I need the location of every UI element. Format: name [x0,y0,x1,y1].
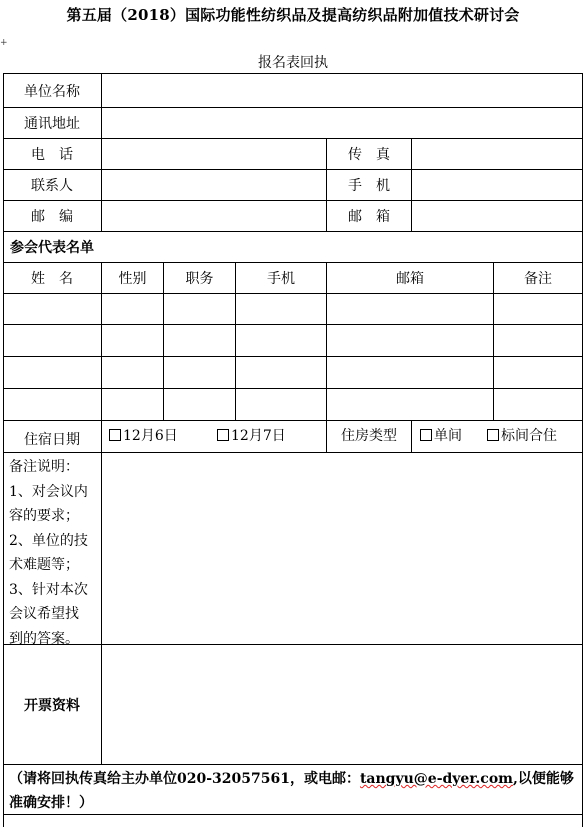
phone-field[interactable] [102,139,326,169]
notes-line: 会议希望找 [9,606,79,622]
date-option-dec6[interactable] [109,421,209,449]
document-title: 第五届（2018）国际功能性纺织品及提高纺织品附加值技术研讨会 [66,6,520,24]
date-option-dec7[interactable] [217,421,317,449]
representatives-heading: 参会代表名单 [10,240,94,256]
checkbox-icon [217,429,229,441]
col-header-email: 邮箱 [396,271,424,287]
unit-name-field[interactable] [102,74,582,107]
fax-label: 传 真 [348,147,390,163]
invoice-field[interactable] [102,645,582,764]
contact-label: 联系人 [31,178,73,194]
address-label: 通讯地址 [24,116,80,132]
col-header-name: 姓 名 [31,271,73,287]
table-row[interactable] [3,357,582,388]
mailbox-field[interactable] [412,201,582,231]
checkbox-icon [487,429,499,441]
notes-line: 2、单位的技 [9,532,88,549]
registration-form-table [3,73,583,827]
col-header-gender: 性别 [118,271,147,287]
table-row[interactable] [3,389,582,420]
notes-line: 3、针对本次 [9,581,88,598]
room-option-single-label: 单间 [434,428,462,444]
table-row[interactable] [3,325,582,356]
notes-line: 容的要求； [9,508,79,524]
mailbox-label: 邮 箱 [348,209,390,225]
table-border-right [582,73,583,827]
mobile-field[interactable] [412,170,582,200]
column-divider [411,420,412,452]
instructions-suffix: ,以便能够准确安排！） [9,771,574,811]
notes-line: 备注说明： [9,459,79,475]
postcode-label: 邮 编 [31,209,73,225]
invoice-label: 开票资料 [24,697,80,714]
contact-email-link[interactable]: tangyu@e-dyer.com [359,771,513,787]
form-subtitle: 报名表回执 [258,55,328,71]
instructions-prefix: （请将回执传真给主办单位020-32057561，或电邮： [9,771,360,787]
contact-field[interactable] [102,170,326,200]
notes-line: 术难题等； [9,557,79,573]
checkbox-icon [109,429,121,441]
checkbox-icon [420,429,432,441]
row-divider [3,764,583,765]
notes-field[interactable] [102,453,582,644]
phone-label: 电 话 [31,147,73,163]
postcode-field[interactable] [102,201,326,231]
submission-instructions [9,767,581,815]
fax-field[interactable] [412,139,582,169]
room-option-shared[interactable] [487,421,582,449]
room-type-label: 住房类型 [341,428,397,444]
table-row[interactable] [3,294,582,324]
anchor-mark-icon: + [0,38,8,48]
date-option-dec7-label: 12月7日 [231,428,286,444]
room-option-single[interactable] [420,421,480,449]
col-header-mobile: 手机 [267,271,295,287]
date-option-dec6-label: 12月6日 [123,428,178,444]
stay-date-label: 住宿日期 [24,431,80,448]
notes-line: 1、对会议内 [9,483,88,500]
room-option-shared-label: 标间合住 [501,428,557,444]
col-header-remarks: 备注 [524,271,552,287]
mobile-label: 手 机 [348,178,390,194]
notes-description [9,455,103,651]
address-field[interactable] [102,108,582,138]
notes-line: 到的答案。 [9,630,79,647]
unit-name-label: 单位名称 [24,83,80,100]
col-header-position: 职务 [185,271,214,287]
